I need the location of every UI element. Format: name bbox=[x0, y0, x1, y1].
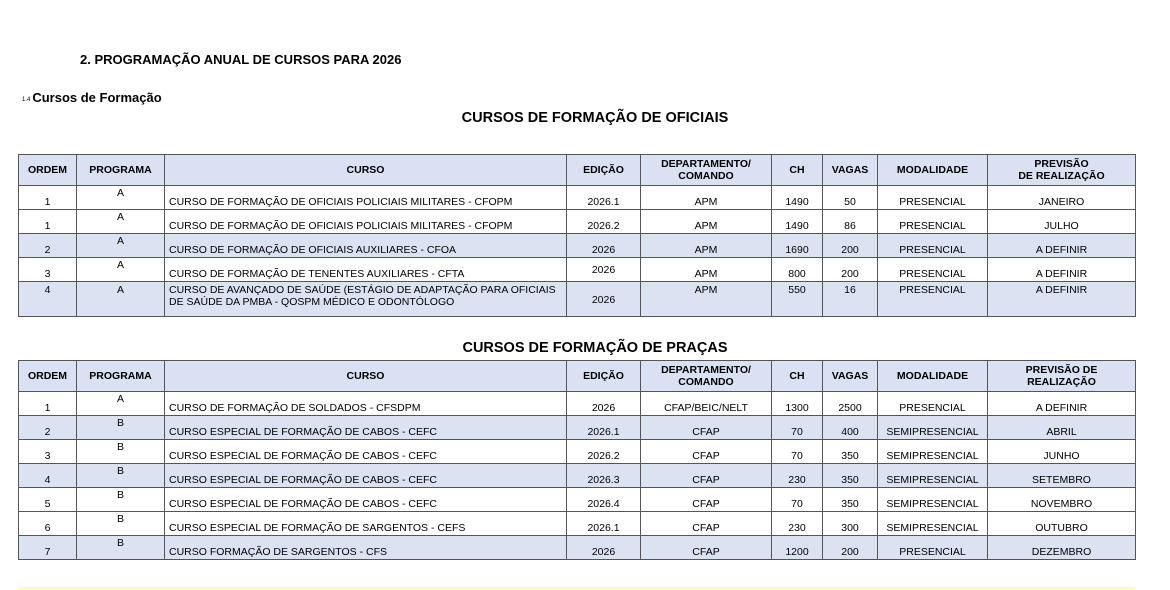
cell-programa: B bbox=[77, 416, 165, 440]
table-row bbox=[19, 258, 1136, 282]
cell-previsao: OUTUBRO bbox=[988, 512, 1136, 536]
cell-modalidade: PRESENCIAL bbox=[878, 186, 988, 210]
cell-ordem: 2 bbox=[19, 416, 77, 440]
cell-ch: 1490 bbox=[772, 210, 823, 234]
cell-edicao: 2026.3 bbox=[567, 464, 641, 488]
cell-vagas: 350 bbox=[823, 464, 878, 488]
cell-edicao: 2026.2 bbox=[567, 440, 641, 464]
table-row bbox=[19, 536, 1136, 560]
cell-edicao: 2026 bbox=[567, 258, 641, 282]
cell-ch: 1200 bbox=[772, 536, 823, 560]
page-bottom-rule bbox=[18, 587, 1135, 589]
cell-ch: 800 bbox=[772, 258, 823, 282]
cell-ordem: 4 bbox=[19, 464, 77, 488]
header-vagas: VAGAS bbox=[823, 361, 878, 392]
header-departamento-line1: DEPARTAMENTO/ bbox=[661, 158, 751, 170]
cell-curso: CURSO ESPECIAL DE FORMAÇÃO DE CABOS - CEFC bbox=[165, 464, 567, 488]
cell-programa: A bbox=[77, 258, 165, 282]
cell-departamento: CFAP bbox=[641, 536, 772, 560]
table-row bbox=[19, 234, 1136, 258]
cell-modalidade: SEMIPRESENCIAL bbox=[878, 464, 988, 488]
header-curso: CURSO bbox=[165, 361, 567, 392]
cell-vagas: 16 bbox=[823, 282, 878, 317]
header-ch: CH bbox=[772, 155, 823, 186]
cell-ordem: 3 bbox=[19, 440, 77, 464]
table-row bbox=[19, 282, 1136, 317]
subsection-heading bbox=[22, 90, 162, 105]
cell-departamento: CFAP bbox=[641, 512, 772, 536]
cell-ordem: 5 bbox=[19, 488, 77, 512]
cell-ch: 230 bbox=[772, 512, 823, 536]
cell-modalidade: SEMIPRESENCIAL bbox=[878, 440, 988, 464]
subsection-label: Cursos de Formação bbox=[32, 90, 162, 105]
cell-curso: CURSO ESPECIAL DE FORMAÇÃO DE CABOS - CEFC bbox=[165, 416, 567, 440]
header-curso: CURSO bbox=[165, 155, 567, 186]
header-previsao-line2: REALIZAÇÃO bbox=[1027, 376, 1096, 388]
header-programa: PROGRAMA bbox=[77, 155, 165, 186]
cell-vagas: 200 bbox=[823, 536, 878, 560]
cell-vagas: 200 bbox=[823, 258, 878, 282]
cell-edicao: 2026 bbox=[567, 234, 641, 258]
table-row bbox=[19, 210, 1136, 234]
header-departamento bbox=[641, 155, 772, 186]
cell-curso: CURSO DE FORMAÇÃO DE TENENTES AUXILIARES - CFTA bbox=[165, 258, 567, 282]
cell-ch: 550 bbox=[772, 282, 823, 317]
cell-programa: B bbox=[77, 488, 165, 512]
cell-departamento: CFAP/BEIC/NELT bbox=[641, 392, 772, 416]
table-header-row bbox=[19, 361, 1136, 392]
cell-previsao: A DEFINIR bbox=[988, 282, 1136, 317]
cell-modalidade: PRESENCIAL bbox=[878, 234, 988, 258]
cell-ch: 1300 bbox=[772, 392, 823, 416]
cell-departamento: APM bbox=[641, 282, 772, 317]
cell-previsao: SETEMBRO bbox=[988, 464, 1136, 488]
cell-departamento: APM bbox=[641, 210, 772, 234]
cell-ch: 1490 bbox=[772, 186, 823, 210]
table-row bbox=[19, 392, 1136, 416]
header-ordem: ORDEM bbox=[19, 361, 77, 392]
cell-departamento: CFAP bbox=[641, 488, 772, 512]
subsection-number: 1.4 bbox=[22, 97, 31, 103]
cell-edicao: 2026.4 bbox=[567, 488, 641, 512]
cell-vagas: 350 bbox=[823, 440, 878, 464]
cell-ch: 70 bbox=[772, 440, 823, 464]
cell-vagas: 200 bbox=[823, 234, 878, 258]
cell-programa: A bbox=[77, 392, 165, 416]
cell-departamento: CFAP bbox=[641, 464, 772, 488]
header-previsao-line1: PREVISÃO bbox=[1034, 158, 1089, 170]
cell-modalidade: PRESENCIAL bbox=[878, 392, 988, 416]
table-row bbox=[19, 186, 1136, 210]
cell-programa: A bbox=[77, 210, 165, 234]
table-row bbox=[19, 416, 1136, 440]
cell-ordem: 6 bbox=[19, 512, 77, 536]
cell-modalidade: SEMIPRESENCIAL bbox=[878, 512, 988, 536]
cell-curso: CURSO DE FORMAÇÃO DE OFICIAIS AUXILIARES - CFOA bbox=[165, 234, 567, 258]
cell-curso-line2: DE SAÚDE DA PMBA - QOSPM MÉDICO E ODONTÓLOGO bbox=[169, 296, 455, 308]
header-departamento bbox=[641, 361, 772, 392]
table-row bbox=[19, 512, 1136, 536]
cell-modalidade: SEMIPRESENCIAL bbox=[878, 488, 988, 512]
header-previsao-line1: PREVISÃO DE bbox=[1025, 364, 1098, 376]
cell-previsao: DEZEMBRO bbox=[988, 536, 1136, 560]
officers-courses-table bbox=[18, 154, 1136, 317]
cell-vagas: 400 bbox=[823, 416, 878, 440]
cell-modalidade: PRESENCIAL bbox=[878, 536, 988, 560]
cell-edicao: 2026.1 bbox=[567, 512, 641, 536]
table-row bbox=[19, 440, 1136, 464]
header-edicao: EDIÇÃO bbox=[567, 361, 641, 392]
cell-edicao: 2026.1 bbox=[567, 186, 641, 210]
table-row bbox=[19, 488, 1136, 512]
header-modalidade: MODALIDADE bbox=[878, 361, 988, 392]
officers-table-title: CURSOS DE FORMAÇÃO DE OFICIAIS bbox=[461, 110, 729, 126]
table-header-row bbox=[19, 155, 1136, 186]
cell-ordem: 3 bbox=[19, 258, 77, 282]
cell-previsao: JUNHO bbox=[988, 440, 1136, 464]
header-previsao-line2: DE REALIZAÇÃO bbox=[1018, 170, 1105, 182]
cell-modalidade: PRESENCIAL bbox=[878, 210, 988, 234]
header-departamento-line2: COMANDO bbox=[678, 376, 734, 388]
cell-previsao: A DEFINIR bbox=[988, 234, 1136, 258]
cell-ch: 1690 bbox=[772, 234, 823, 258]
table-row bbox=[19, 464, 1136, 488]
cell-previsao: A DEFINIR bbox=[988, 258, 1136, 282]
cell-programa: B bbox=[77, 512, 165, 536]
cell-edicao: 2026 bbox=[567, 536, 641, 560]
cell-vagas: 350 bbox=[823, 488, 878, 512]
cell-ordem: 1 bbox=[19, 186, 77, 210]
cell-programa: A bbox=[77, 186, 165, 210]
cell-previsao: A DEFINIR bbox=[988, 392, 1136, 416]
cell-ordem: 7 bbox=[19, 536, 77, 560]
cell-ch: 230 bbox=[772, 464, 823, 488]
section-heading: 2. PROGRAMAÇÃO ANUAL DE CURSOS PARA 2026 bbox=[80, 52, 402, 67]
header-departamento-line2: COMANDO bbox=[678, 170, 734, 182]
cell-curso: CURSO ESPECIAL DE FORMAÇÃO DE CABOS - CEFC bbox=[165, 440, 567, 464]
enlisted-table-title: CURSOS DE FORMAÇÃO DE PRAÇAS bbox=[462, 340, 728, 356]
cell-edicao: 2026 bbox=[567, 282, 641, 317]
header-edicao: EDIÇÃO bbox=[567, 155, 641, 186]
cell-departamento: APM bbox=[641, 258, 772, 282]
header-previsao bbox=[988, 361, 1136, 392]
header-departamento-line1: DEPARTAMENTO/ bbox=[661, 364, 751, 376]
cell-curso: CURSO DE FORMAÇÃO DE OFICIAIS POLICIAIS MILITARES - CFOPM bbox=[165, 210, 567, 234]
header-previsao bbox=[988, 155, 1136, 186]
cell-modalidade: PRESENCIAL bbox=[878, 258, 988, 282]
cell-ch: 70 bbox=[772, 416, 823, 440]
cell-programa: A bbox=[77, 234, 165, 258]
cell-edicao: 2026 bbox=[567, 392, 641, 416]
cell-vagas: 50 bbox=[823, 186, 878, 210]
header-vagas: VAGAS bbox=[823, 155, 878, 186]
cell-departamento: CFAP bbox=[641, 440, 772, 464]
cell-modalidade: SEMIPRESENCIAL bbox=[878, 416, 988, 440]
cell-curso: CURSO DE FORMAÇÃO DE OFICIAIS POLICIAIS MILITARES - CFOPM bbox=[165, 186, 567, 210]
cell-vagas: 2500 bbox=[823, 392, 878, 416]
cell-vagas: 300 bbox=[823, 512, 878, 536]
cell-ch: 70 bbox=[772, 488, 823, 512]
cell-previsao: JULHO bbox=[988, 210, 1136, 234]
header-programa: PROGRAMA bbox=[77, 361, 165, 392]
cell-vagas: 86 bbox=[823, 210, 878, 234]
cell-previsao: ABRIL bbox=[988, 416, 1136, 440]
cell-ordem: 1 bbox=[19, 210, 77, 234]
cell-departamento: APM bbox=[641, 186, 772, 210]
cell-curso-line1: CURSO DE AVANÇADO DE SAÚDE (ESTÁGIO DE ADAPTAÇÃO PARA OFICIAIS bbox=[169, 284, 556, 296]
cell-edicao: 2026.1 bbox=[567, 416, 641, 440]
cell-modalidade: PRESENCIAL bbox=[878, 282, 988, 317]
cell-ordem: 4 bbox=[19, 282, 77, 317]
cell-programa: B bbox=[77, 440, 165, 464]
cell-curso: CURSO DE FORMAÇÃO DE SOLDADOS - CFSDPM bbox=[165, 392, 567, 416]
cell-programa: B bbox=[77, 464, 165, 488]
cell-curso: CURSO ESPECIAL DE FORMAÇÃO DE CABOS - CEFC bbox=[165, 488, 567, 512]
cell-ordem: 1 bbox=[19, 392, 77, 416]
cell-programa: B bbox=[77, 536, 165, 560]
header-modalidade: MODALIDADE bbox=[878, 155, 988, 186]
cell-curso: CURSO FORMAÇÃO DE SARGENTOS - CFS bbox=[165, 536, 567, 560]
cell-edicao: 2026.2 bbox=[567, 210, 641, 234]
cell-previsao: NOVEMBRO bbox=[988, 488, 1136, 512]
cell-programa: A bbox=[77, 282, 165, 317]
cell-curso bbox=[165, 282, 567, 317]
cell-departamento: CFAP bbox=[641, 416, 772, 440]
cell-previsao: JANEIRO bbox=[988, 186, 1136, 210]
header-ch: CH bbox=[772, 361, 823, 392]
cell-departamento: APM bbox=[641, 234, 772, 258]
cell-curso: CURSO ESPECIAL DE FORMAÇÃO DE SARGENTOS - CEFS bbox=[165, 512, 567, 536]
cell-ordem: 2 bbox=[19, 234, 77, 258]
header-ordem: ORDEM bbox=[19, 155, 77, 186]
enlisted-courses-table bbox=[18, 360, 1136, 560]
